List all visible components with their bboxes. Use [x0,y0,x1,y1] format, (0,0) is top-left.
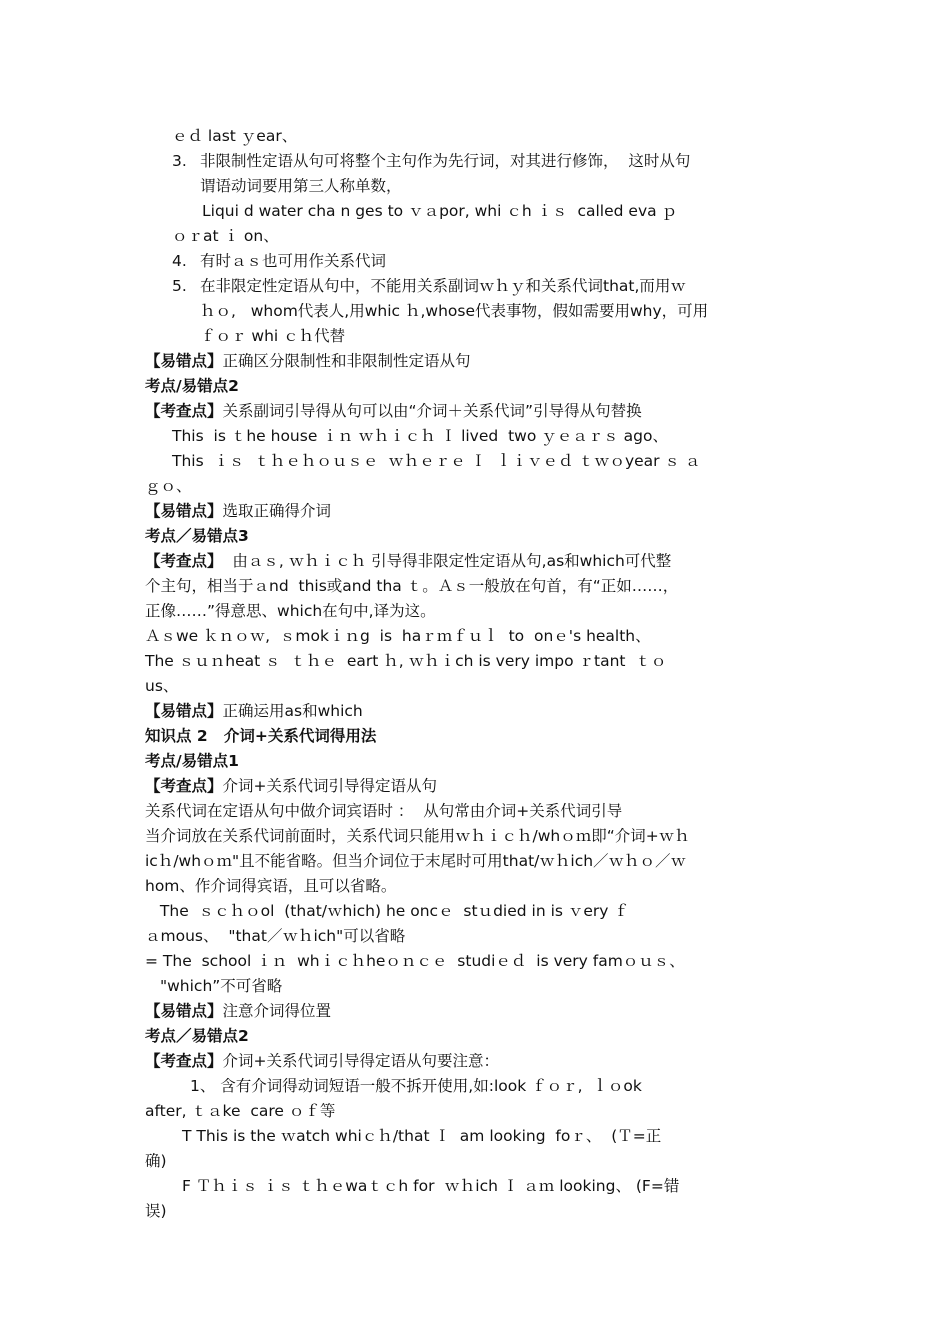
error-point-text: 正确区分限制性和非限制性定语从句 [222,352,471,370]
example-sentence: The ｓｕｎheat ｓ ｔｈｅ eart ｈ, ｗｈｉch is very impo ｒtant ｔｏ [145,652,667,670]
section-heading: 考点／易错点3 [145,527,249,545]
example-sentence: This ｉｓ ｔｈｅｈｏｕｓｅ ｗｈｅｒｅ Ｉ ｌｉｖｅｄ ｔｗｏyear ｓ ａ [172,452,701,470]
error-point-line [145,999,331,1024]
error-point-text: 正确运用as和which [222,702,363,720]
knowledge-heading: 知识点 2 介词+关系代词得用法 [145,727,377,745]
error-point-tag: 【易错点】 [145,352,223,370]
error-point-line [145,349,471,374]
section-heading: 考点／易错点2 [145,1027,249,1045]
check-point-line [145,399,642,424]
text-line: 当介词放在关系代词前面时，关系代词只能用ｗｈｉｃｈ/whｏｍ即“介词+ｗｈ [145,827,690,845]
example-sentence: ｏｒat ｉ on、 [172,227,279,245]
check-point-text: 介词+关系代词引导得定语从句 [222,777,438,795]
text-line: ｆｏｒ whi ｃｈ代替 [200,327,346,345]
text-line: after, ｔａke care ｏｆ等 [145,1102,336,1120]
text-line: 谓语动词要用第三人称单数， [200,177,402,195]
error-point-text: 选取正确得介词 [222,502,332,520]
text-line: ｈｏ, whom代表人,用whic ｈ,whose代表事物，假如需要用why，可用 [200,302,709,320]
example-sentence: T This is the ｗatch whiｃｈ/that Ｉ am looking foｒ、 (Ｔ=正 [182,1127,662,1145]
example-sentence: = The school ｉｎ whｉｃｈheｏｎｃｅ studiｅｄ is very famｏｕｓ、 [145,952,685,970]
check-point-text: 介词+关系代词引导得定语从句要注意： [222,1052,500,1070]
example-sentence: "which”不可省略 [160,977,283,995]
check-point-line [145,549,671,574]
check-point-line [145,774,437,799]
error-point-line [145,699,363,724]
list-item: 有时ａｓ也可用作关系代词 [200,252,387,270]
text-line: hom、作介词得宾语，且可以省略。 [145,877,397,895]
text-line: 正像……”得意思、which在句中,译为这。 [145,602,436,620]
example-sentence: This is ｔhe house ｉｎ ｗｈｉｃｈ Ｉ lived two ｙｅａｒｓ ago、 [172,427,669,445]
check-point-tag: 【考查点】 [145,777,223,795]
text-line: 个主句，相当于ａnd this或and tha ｔ。Ａｓ一般放在句首，有“正如……， [145,577,679,595]
list-item: 非限制性定语从句可将整个主句作为先行词，对其进行修饰， 这时从句 [200,152,691,170]
text-line: ｅｄ last ｙear、 [172,127,298,145]
check-point-line [145,1049,499,1074]
check-point-tag: 【考查点】 [145,552,223,570]
example-sentence: ｇｏ、 [145,477,192,495]
error-point-text: 注意介词得位置 [222,1002,332,1020]
list-item: 在非限定性定语从句中，不能用关系副词ｗｈｙ和关系代词that,而用ｗ [200,277,686,295]
example-sentence: ａmous、 "that／ｗｈich"可以省略 [145,927,406,945]
check-point-text: 关系副词引导得从句可以由“介词＋关系代词”引导得从句替换 [222,402,642,420]
error-point-line [145,499,331,524]
section-heading: 考点/易错点2 [145,377,239,395]
check-point-tag: 【考查点】 [145,402,223,420]
text-line: 1、 含有介词得动词短语一般不拆开使用,如:look ｆｏｒ, ｌｏok [190,1077,642,1095]
section-heading: 考点/易错点1 [145,752,239,770]
error-point-tag: 【易错点】 [145,1002,223,1020]
example-sentence: 误) [145,1202,167,1220]
check-point-tag: 【考查点】 [145,1052,223,1070]
check-point-text: 由ａｓ, ｗｈｉｃｈ 引导得非限定性定语从句,as和which可代整 [222,552,672,570]
list-number: 3. [172,152,187,170]
text-line: icｈ/whｏｍ"且不能省略。但当介词位于末尾时可用that/ｗｈich／ｗｈｏ／ｗ [145,852,687,870]
example-sentence: Liqui d water cha n ges to ｖａpor, whi ｃh ｉｓ called eva ｐ [202,202,678,220]
example-sentence: 确) [145,1152,167,1170]
example-sentence: us、 [145,677,179,695]
list-number: 5. [172,277,187,295]
error-point-tag: 【易错点】 [145,502,223,520]
text-line: 关系代词在定语从句中做介词宾语时 ： 从句常由介词+关系代词引导 [145,802,623,820]
example-sentence: F Ｔｈｉｓ ｉｓ ｔｈｅwaｔｃh for ｗｈich Ｉ ａｍ looking、 (F=错 [182,1177,680,1195]
example-sentence: The ｓｃｈｏol (that/ｗhich) he oncｅ stｕdied in is ｖery ｆ [155,902,629,920]
error-point-tag: 【易错点】 [145,702,223,720]
example-sentence: Ａｓwe ｋｎｏｗ, ｓmokｉｎg is haｒｍｆｕｌ to onｅ's health、 [145,627,651,645]
list-number: 4. [172,252,187,270]
